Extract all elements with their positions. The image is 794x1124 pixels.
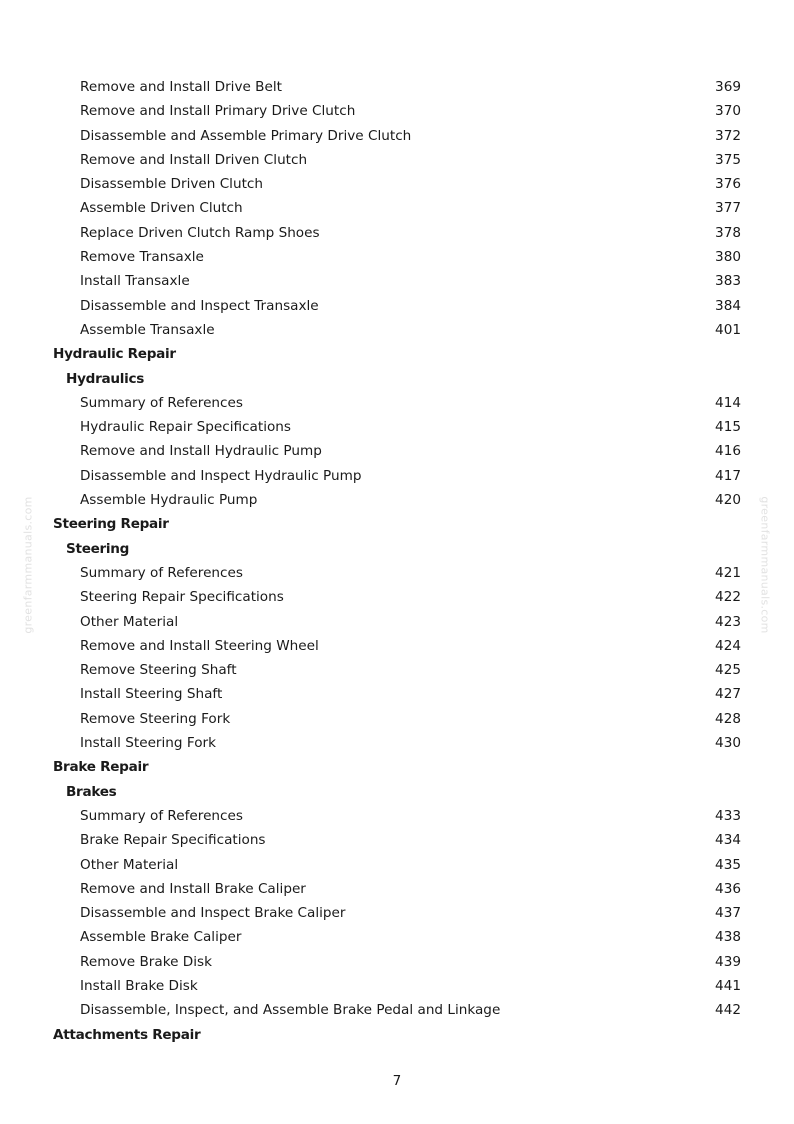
toc-entry-title: Assemble Brake Caliper (80, 929, 242, 946)
toc-entry[interactable] (0, 707, 794, 731)
toc-entry-title: Assemble Transaxle (80, 321, 215, 338)
toc-entry[interactable] (0, 148, 794, 172)
toc-entry-title: Disassemble and Assemble Primary Drive Clutch (80, 127, 412, 144)
toc-entry[interactable] (0, 172, 794, 196)
toc-entry-page-number: 370 (715, 103, 741, 120)
toc-entry[interactable] (0, 925, 794, 949)
toc-entry[interactable] (0, 974, 794, 998)
toc-entry-title: Remove and Install Steering Wheel (80, 637, 319, 654)
toc-entry[interactable] (0, 221, 794, 245)
toc-entry[interactable] (0, 901, 794, 925)
toc-entry-page-number: 437 (715, 905, 741, 922)
toc-entry[interactable] (0, 124, 794, 148)
toc-entry-page-number: 369 (715, 79, 741, 95)
toc-entry-page-number: 442 (715, 1002, 741, 1019)
toc-entry-title: Remove Steering Fork (80, 710, 231, 727)
toc-entry-page-number: 420 (715, 492, 741, 509)
toc-entry-title: Disassemble and Inspect Brake Caliper (80, 905, 346, 922)
toc-entry-title: Remove and Install Brake Caliper (80, 880, 306, 897)
toc-entry-page-number: 384 (715, 297, 741, 314)
toc-chapter-heading (0, 342, 794, 366)
toc-entry-page-number: 372 (715, 127, 741, 144)
toc-entry-page-number: 433 (715, 807, 741, 824)
toc-entry-title: Other Material (80, 856, 179, 873)
toc-entry[interactable] (0, 245, 794, 269)
toc-entry-title: Remove and Install Drive Belt (80, 79, 282, 95)
toc-entry-page-number: 421 (715, 564, 741, 581)
toc-entry-page-number: 376 (715, 176, 741, 193)
toc-entry-page-number: 416 (715, 443, 741, 460)
toc-entry-page-number: 383 (715, 273, 741, 290)
toc-entry-page-number: 401 (715, 321, 741, 338)
toc-entry-title: Brake Repair (53, 759, 149, 776)
toc-entry-title: Remove Steering Shaft (80, 662, 237, 679)
toc-entry[interactable] (0, 561, 794, 585)
toc-entry-title: Remove and Install Hydraulic Pump (80, 443, 322, 460)
toc-entry[interactable] (0, 610, 794, 634)
toc-section-heading (0, 367, 794, 391)
toc-entry[interactable] (0, 99, 794, 123)
toc-entry-title: Remove Transaxle (80, 249, 204, 266)
toc-entry[interactable] (0, 658, 794, 682)
toc-entry-title: Assemble Driven Clutch (80, 200, 243, 217)
toc-entry-title: Brake Repair Specifications (80, 832, 266, 849)
toc-entry[interactable] (0, 439, 794, 463)
toc-entry[interactable] (0, 828, 794, 852)
toc-entry-page-number: 439 (715, 953, 741, 970)
toc-entry[interactable] (0, 75, 794, 99)
toc-entry-title: Disassemble, Inspect, and Assemble Brake Pedal and Linkage (80, 1002, 501, 1019)
toc-entry-page-number: 436 (715, 880, 741, 897)
toc-entry[interactable] (0, 877, 794, 901)
toc-entry[interactable] (0, 950, 794, 974)
toc-entry-page-number: 434 (715, 832, 741, 849)
toc-entry-page-number: 425 (715, 662, 741, 679)
toc-entry-title: Install Brake Disk (80, 977, 198, 994)
toc-entry-title: Attachments Repair (53, 1026, 201, 1043)
toc-entry-title: Steering Repair (53, 516, 169, 533)
toc-entry-title: Steering Repair Specifications (80, 589, 284, 606)
toc-entry-page-number: 438 (715, 929, 741, 946)
toc-entry-page-number: 422 (715, 589, 741, 606)
toc-entry-page-number: 423 (715, 613, 741, 630)
toc-entry[interactable] (0, 318, 794, 342)
toc-entry-title: Hydraulic Repair Specifications (80, 419, 291, 436)
toc-entry[interactable] (0, 196, 794, 220)
toc-entry-title: Install Transaxle (80, 273, 190, 290)
toc-entry-title: Remove and Install Primary Drive Clutch (80, 103, 356, 120)
toc-chapter-heading (0, 1023, 794, 1047)
toc-entry-title: Disassemble Driven Clutch (80, 176, 263, 193)
toc-entry-title: Summary of References (80, 807, 243, 824)
toc-entry-page-number: 428 (715, 710, 741, 727)
toc-entry[interactable] (0, 488, 794, 512)
toc-entry-title: Assemble Hydraulic Pump (80, 492, 258, 509)
toc-chapter-heading (0, 755, 794, 779)
toc-entry[interactable] (0, 391, 794, 415)
toc-entry[interactable] (0, 415, 794, 439)
toc-entry[interactable] (0, 853, 794, 877)
toc-entry-page-number: 417 (715, 467, 741, 484)
toc-entry-title: Brakes (66, 783, 117, 800)
toc-section-heading (0, 537, 794, 561)
toc-entry-title: Hydraulic Repair (53, 346, 176, 363)
toc-entry-page-number: 430 (715, 735, 741, 752)
toc-entry-page-number: 375 (715, 151, 741, 168)
toc-entry-page-number: 424 (715, 637, 741, 654)
toc-entry-page-number: 378 (715, 224, 741, 241)
watermark-right: greenfarmmanuals.com (758, 496, 772, 634)
toc-entry-title: Other Material (80, 613, 179, 630)
toc-entry-title: Hydraulics (66, 370, 144, 387)
toc-entry-title: Summary of References (80, 564, 243, 581)
toc-entry-title: Remove Brake Disk (80, 953, 213, 970)
toc-entry-title: Remove and Install Driven Clutch (80, 151, 308, 168)
toc-chapter-heading (0, 512, 794, 536)
toc-entry-page-number: 435 (715, 856, 741, 873)
toc-entry[interactable] (0, 269, 794, 293)
toc-entry-page-number: 414 (715, 394, 741, 411)
toc-section-heading (0, 780, 794, 804)
toc-entry[interactable] (0, 731, 794, 755)
toc-entry[interactable] (0, 634, 794, 658)
toc-entry-title: Summary of References (80, 394, 243, 411)
toc-entry-page-number: 427 (715, 686, 741, 703)
table-of-contents (0, 75, 794, 1047)
toc-entry-page-number: 415 (715, 419, 741, 436)
watermark-left: greenfarmmanuals.com (21, 496, 35, 634)
toc-entry[interactable] (0, 585, 794, 609)
toc-entry-title: Disassemble and Inspect Transaxle (80, 297, 319, 314)
toc-entry-page-number: 377 (715, 200, 741, 217)
toc-entry[interactable] (0, 998, 794, 1022)
toc-entry[interactable] (0, 464, 794, 488)
toc-entry[interactable] (0, 294, 794, 318)
toc-entry-title: Replace Driven Clutch Ramp Shoes (80, 224, 320, 241)
toc-entry-title: Install Steering Fork (80, 735, 216, 752)
toc-entry-title: Install Steering Shaft (80, 686, 223, 703)
page-number: 7 (392, 1073, 402, 1089)
toc-entry-page-number: 380 (715, 249, 741, 266)
toc-entry-page-number: 441 (715, 977, 741, 994)
toc-entry-title: Disassemble and Inspect Hydraulic Pump (80, 467, 362, 484)
toc-entry-title: Steering (66, 540, 130, 557)
toc-entry[interactable] (0, 804, 794, 828)
toc-entry[interactable] (0, 682, 794, 706)
